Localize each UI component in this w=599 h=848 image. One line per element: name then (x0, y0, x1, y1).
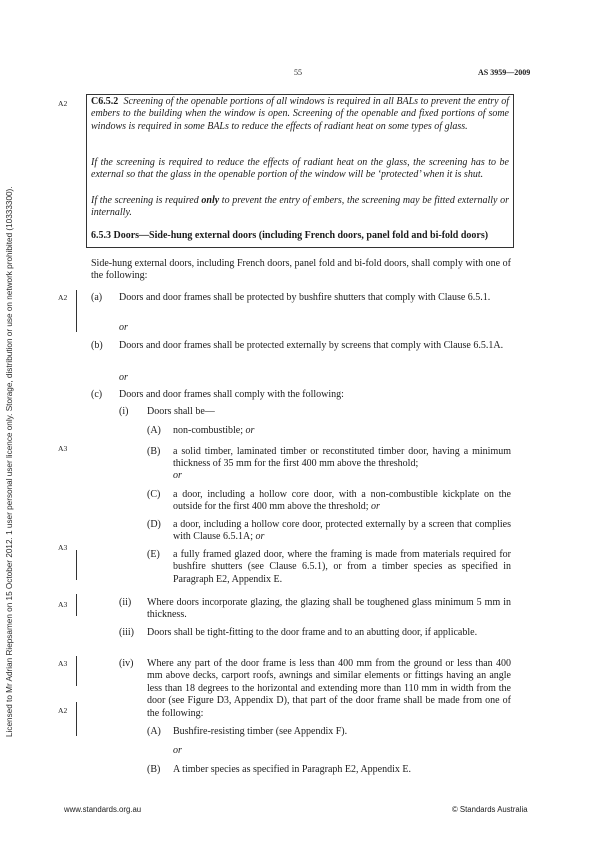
commentary-paragraph: If the screening is required to reduce the effects of radiant heat on the glass, the screening has to be external so that the glass in the openable portion of the window will be ‘protected’ when it is shut. (91, 157, 509, 181)
subitem-label: (iv) (119, 658, 134, 669)
change-bar (76, 702, 77, 736)
page-number: 55 (294, 68, 302, 77)
change-bar (76, 290, 77, 332)
item-text: Doors and door frames shall be protected externally by screens that comply with Clause 6.5.1A. (119, 340, 504, 351)
change-bar (76, 594, 77, 616)
subitem-text: Where any part of the door frame is less than 400 mm from the ground or less than 400 mm above decks, carport roofs, awnings and similar elements or fittings having an angle less than 18 degrees to the horizontal and extending more than 110 mm in width from the door (see Figure D3, Appendix D), that part of the door frame shall be made from one of the following: (147, 658, 511, 719)
change-bar (76, 550, 77, 580)
amendment-marker: A2 (58, 706, 68, 715)
clause-text: a fully framed glazed door, where the framing is made from materials required for bushfire shutters (see Clause 6.5.1), or from a timber species as specified in Paragraph E2, Appendix E. (173, 549, 511, 585)
clause-label: (A) (147, 425, 161, 436)
commentary-label: C6.5.2 (91, 96, 119, 107)
amendment-marker: A3 (58, 600, 68, 609)
or-connector: or (173, 470, 182, 481)
amendment-marker: A3 (58, 543, 68, 552)
subitem-label: (ii) (119, 597, 132, 608)
item-text: Doors and door frames shall comply with the following: (119, 389, 344, 400)
item-label: (a) (91, 292, 103, 303)
subitem-text: Doors shall be tight-fitting to the door frame and to an abutting door, if applicable. (147, 627, 478, 638)
clause-text: a solid timber, laminated timber or reconstituted timber door, having a minimum thickness of 35 mm for the first 400 mm above the threshold; (173, 446, 511, 470)
subitem-text: Doors shall be— (147, 406, 215, 417)
clause-label: (B) (147, 446, 161, 457)
change-bar (76, 656, 77, 686)
clause-text: a door, including a hollow core door, protected externally by a screen that complies with Clause 6.5.1A; or (173, 519, 511, 543)
or-connector: or (173, 745, 182, 756)
clause-label: (E) (147, 549, 160, 560)
clause-label: (C) (147, 489, 161, 500)
commentary-paragraph: If the screening is required only to prevent the entry of embers, the screening may be fitted externally or internally. (91, 195, 510, 219)
amendment-marker: A3 (58, 659, 68, 668)
item-label: (c) (91, 389, 103, 400)
amendment-marker: A2 (58, 293, 68, 302)
section-heading: 6.5.3 Doors—Side-hung external doors (including French doors, panel fold and bi-fold doors) (91, 230, 489, 241)
clause-text: a door, including a hollow core door, with a non-combustible kickplate on the outside for the first 400 mm above the threshold; or (173, 489, 511, 513)
subitem-label: (iii) (119, 627, 134, 638)
or-connector: or (119, 372, 128, 383)
commentary-paragraph: C6.5.2 Screening of the openable portions of all windows is required in all BALs to prevent the entry of embers to the building when the window is open. Screening of the openable and fixed portions of some windows is required in some BALs to reduce the effects of radiant heat on some types of glass. (91, 96, 509, 132)
item-text: Doors and door frames shall be protected by bushfire shutters that comply with Clause 6.5.1. (119, 292, 491, 303)
clause-label: (D) (147, 519, 161, 530)
clause-label: (A) (147, 726, 161, 737)
subitem-label: (i) (119, 406, 129, 417)
subitem-text: Where doors incorporate glazing, the glazing shall be toughened glass minimum 5 mm in thickness. (147, 597, 511, 621)
amendment-marker: A3 (58, 444, 68, 453)
item-label: (b) (91, 340, 103, 351)
document-id: AS 3959—2009 (478, 68, 531, 77)
amendment-marker: A2 (58, 99, 68, 108)
clause-text: A timber species as specified in Paragraph E2, Appendix E. (173, 764, 411, 775)
section-intro: Side-hung external doors, including French doors, panel fold and bi-fold doors, shall comply with one of the following: (91, 258, 511, 282)
or-connector: or (119, 322, 128, 333)
footer-copyright: © Standards Australia (452, 805, 528, 814)
license-notice: Licensed to Mr Adrian Riepsamen on 15 October 2012. 1 user personal user licence only. Storage, distribution or use on network prohibited (10333300). (5, 186, 14, 737)
clause-text: Bushfire-resisting timber (see Appendix F). (173, 726, 348, 737)
clause-label: (B) (147, 764, 161, 775)
footer-website: www.standards.org.au (64, 805, 142, 814)
clause-text: non-combustible; or (173, 425, 255, 436)
